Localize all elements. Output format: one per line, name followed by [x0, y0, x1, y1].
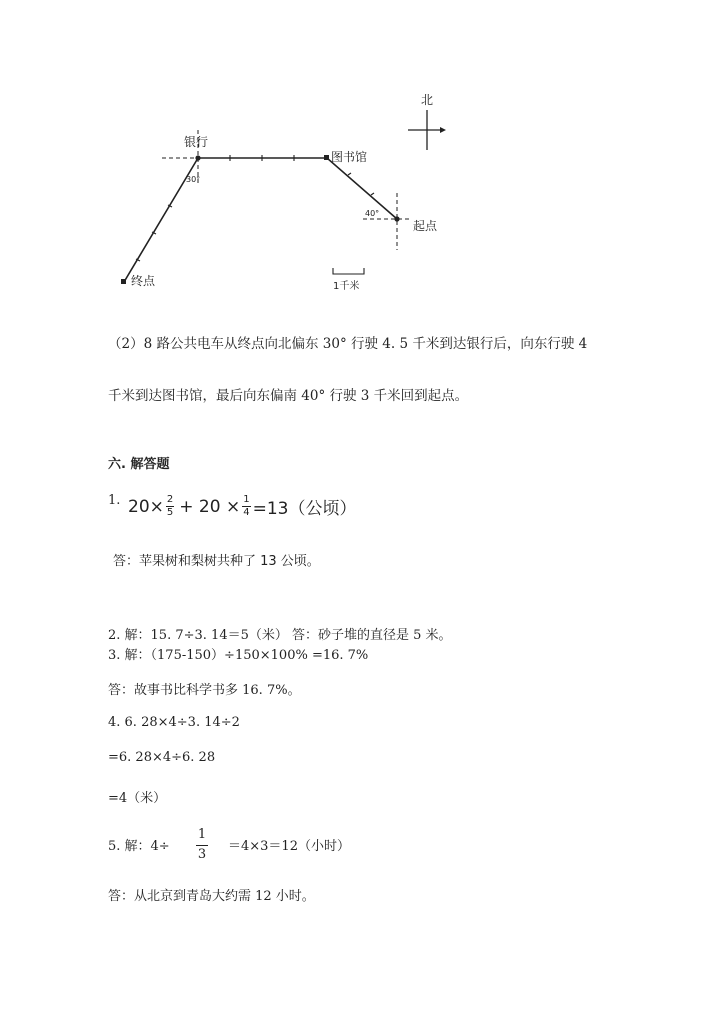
a5-fraction: [196, 828, 208, 863]
start-label: 起点: [413, 219, 438, 233]
a3-text: 3. 解：（175-150）÷150×100% =16. 7%: [108, 648, 369, 663]
a1-f1-den: 5: [166, 507, 174, 518]
end-label: 终点: [131, 274, 156, 288]
a5-answer: 答：从北京到青岛大约需 12 小时。: [108, 889, 315, 904]
angle-bank: 30°: [186, 175, 201, 184]
section-title: 六. 解答题: [108, 457, 170, 472]
a5-f-den: 3: [197, 846, 207, 862]
end-point: [121, 279, 126, 284]
compass-icon: [408, 110, 446, 150]
a1-answer: 答：苹果树和梨树共种了 13 公顷。: [113, 554, 320, 569]
library-label: 图书馆: [331, 150, 368, 164]
a1-term1: 20×: [128, 496, 164, 517]
north-label: 北: [421, 93, 434, 107]
a1-fraction1: [166, 495, 174, 518]
a1-f2-den: 4: [243, 507, 250, 518]
a1-term2: + 20 ×: [179, 496, 241, 517]
route-path: [124, 158, 397, 282]
a1-fraction2: [242, 495, 250, 518]
start-guides: [363, 193, 412, 250]
a1-number: 1.: [108, 493, 121, 508]
a1-f2-num: 1: [243, 494, 250, 505]
a1-f1-num: 2: [166, 494, 174, 505]
scale-label: 1千米: [333, 281, 360, 292]
a1-formula: [128, 494, 356, 519]
a1-term3: =13（公顷）: [252, 499, 357, 519]
a5-prefix: 5. 解：4÷: [108, 839, 170, 854]
bank-point: [195, 155, 200, 160]
a2-text: 2. 解：15. 7÷3. 14＝5（米） 答：砂子堆的直径是 5 米。: [108, 628, 452, 643]
a5-suffix: ＝4×3＝12（小时）: [228, 839, 350, 854]
route-diagram: [0, 0, 720, 310]
q2-line1: （2）8 路公共电车从终点向北偏东 30° 行驶 4. 5 千米到达银行后，向东行驶 4: [108, 336, 588, 352]
a4-line3: =4（米）: [108, 791, 167, 806]
library-point: [324, 155, 329, 160]
q2-line2: 千米到达图书馆，最后向东偏南 40° 行驶 3 千米回到起点。: [108, 388, 469, 404]
scale-bar: [333, 268, 364, 274]
a3-answer: 答：故事书比科学书多 16. 7%。: [108, 683, 301, 698]
angle-start: 40°: [365, 209, 380, 218]
a4-line1: 4. 6. 28×4÷3. 14÷2: [108, 715, 240, 730]
bank-label: 银行: [184, 135, 209, 149]
a4-line2: =6. 28×4÷6. 28: [108, 750, 216, 765]
a5-f-num: 1: [197, 827, 207, 842]
route-ticks: [136, 155, 374, 261]
start-point: [394, 216, 399, 221]
